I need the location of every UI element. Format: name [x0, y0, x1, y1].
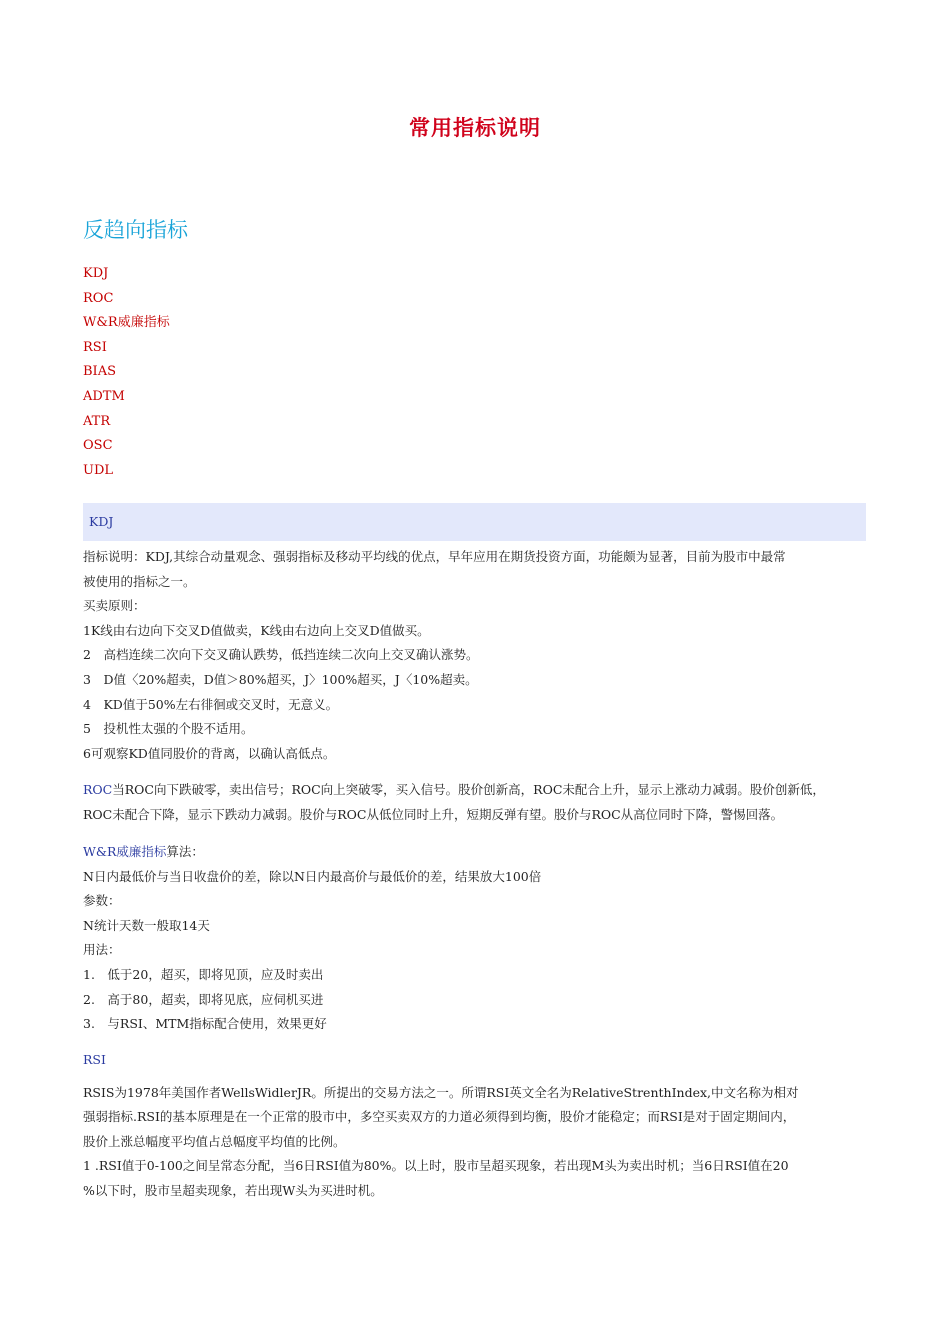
toc-link-bias[interactable]: BIAS	[83, 364, 116, 380]
indicator-toc	[83, 262, 170, 483]
toc-link-wr[interactable]: W&R威廉指标	[83, 315, 170, 331]
kdj-line: 4 KD值于50%左右徘徊或交叉时，无意义。	[83, 696, 339, 712]
toc-link-atr[interactable]: ATR	[83, 413, 111, 429]
wr-line: 1. 低于20，超买，即将见顶，应及时卖出	[83, 966, 324, 982]
page-title: 常用指标说明	[409, 116, 541, 140]
kdj-line: 2 高档连续二次向下交叉确认跌势，低挡连续二次向上交叉确认涨势。	[83, 647, 479, 663]
kdj-line: 1K线由右边向下交叉D值做卖，K线由右边向上交叉D值做买。	[83, 622, 430, 638]
kdj-line: 6可观察KD值同股价的背离，以确认高低点。	[83, 745, 336, 761]
toc-link-roc[interactable]: ROC	[83, 290, 114, 306]
rsi-label: RSI	[83, 1052, 106, 1067]
kdj-line: 买卖原则：	[83, 598, 146, 614]
roc-label: ROC	[83, 782, 113, 797]
rsi-line: 股价上涨总幅度平均值占总幅度平均值的比例。	[83, 1133, 346, 1149]
wr-line: 用法：	[83, 942, 121, 958]
kdj-line: 5 投机性太强的个股不适用。	[83, 721, 254, 737]
kdj-line: 被使用的指标之一。	[83, 573, 196, 589]
kdj-line: 指标说明：KDJ,其综合动量观念、强弱指标及移动平均线的优点，早年应用在期货投资方面，功能颇为显著，目前为股市中最常	[83, 549, 786, 564]
section-heading: 反趋向指标	[83, 218, 188, 242]
roc-line: ROC未配合下降，显示下跌动力减弱。股价与ROC从低位同时上升，短期反弹有望。股价与ROC从高位同时下降，警惕回落。	[83, 806, 784, 822]
wr-label: W&R威廉指标	[83, 844, 167, 859]
wr-title-line: W&R威廉指标算法：	[83, 844, 204, 859]
roc-line: ROC当ROC向下跌破零，卖出信号；ROC向上突破零，买入信号。股价创新高，ROC未配合上升，显示上涨动力减弱。股价创新低，	[83, 782, 825, 797]
toc-link-rsi[interactable]: RSI	[83, 339, 107, 355]
kdj-description	[83, 545, 866, 766]
wr-line: 参数：	[83, 893, 121, 909]
wr-description	[83, 840, 866, 1037]
toc-link-osc[interactable]: OSC	[83, 438, 113, 454]
wr-line: N统计天数一般取14天	[83, 917, 210, 933]
rsi-line: 1 .RSI值于0-100之间呈常态分配，当6日RSI值为80%。以上时，股市呈超买现象，若出现M头为卖出时机；当6日RSI值在20	[83, 1158, 789, 1174]
wr-line: 3. 与RSI、MTM指标配合使用，效果更好	[83, 1016, 327, 1032]
toc-link-udl[interactable]: UDL	[83, 462, 114, 478]
rsi-line: %以下时，股市呈超卖现象，若出现W头为买进时机。	[83, 1182, 383, 1198]
kdj-section-header: KDJ	[83, 503, 866, 541]
wr-line: 2. 高于80，超卖，即将见底，应伺机买进	[83, 991, 324, 1007]
rsi-line: RSIS为1978年美国作者WellsWidlerJR。所提出的交易方法之一。所谓RSI英文全名为RelativeStrenthIndex,中文名称为相对	[83, 1084, 799, 1100]
wr-line: N日内最低价与当日收盘价的差，除以N日内最高价与最低价的差，结果放大100倍	[83, 868, 542, 884]
roc-description	[83, 778, 866, 827]
toc-link-kdj[interactable]: KDJ	[83, 266, 109, 281]
rsi-line: 强弱指标.RSI的基本原理是在一个正常的股市中，多空买卖双方的力道必须得到均衡，股价才能稳定；而RSI是对于固定期间内，	[83, 1109, 796, 1125]
toc-link-adtm[interactable]: ADTM	[83, 388, 125, 404]
kdj-line: 3 D值〈20%超卖，D值＞80%超买，J〉100%超买，J〈10%超卖。	[83, 671, 478, 687]
rsi-description	[83, 1048, 866, 1204]
